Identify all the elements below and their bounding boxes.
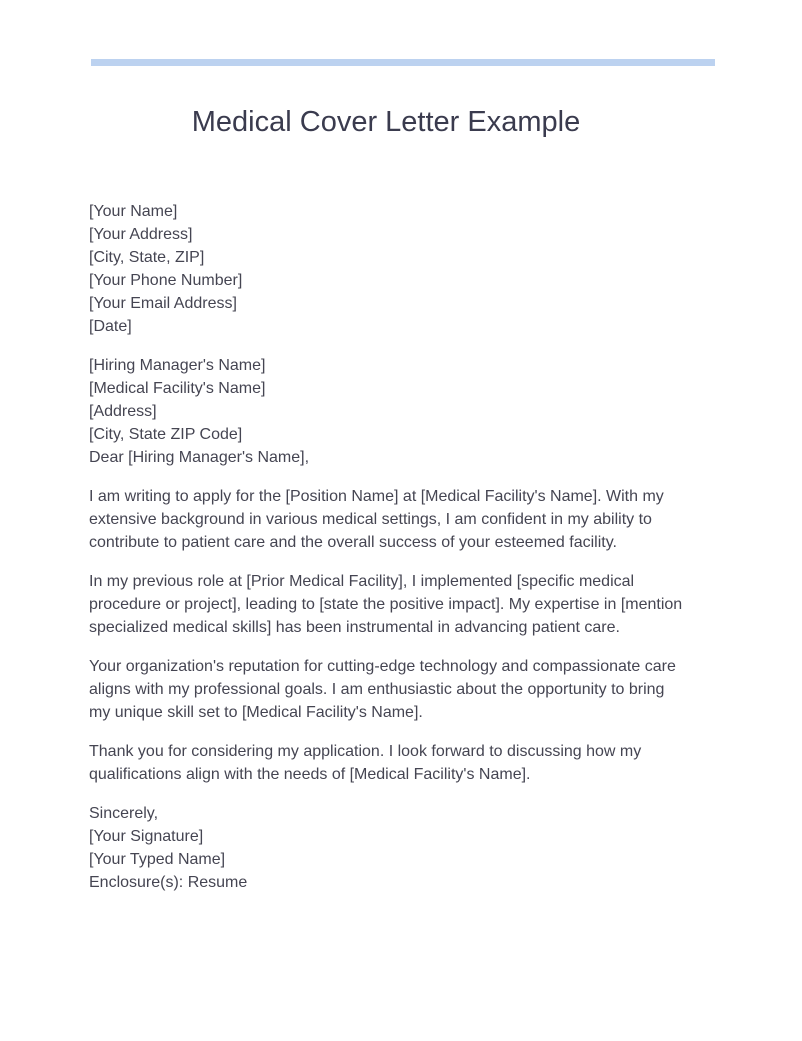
closing-typed-name: [Your Typed Name]	[89, 851, 226, 868]
sender-phone: [Your Phone Number]	[89, 272, 243, 289]
body-paragraph-thanks	[89, 740, 699, 786]
paragraph-line: my unique skill set to [Medical Facility's Name].	[89, 704, 423, 721]
body-paragraph-experience	[89, 570, 699, 639]
header-accent-rule	[91, 59, 715, 66]
closing-enclosure: Enclosure(s): Resume	[89, 874, 248, 891]
paragraph-line: procedure or project], leading to [state the positive impact]. My expertise in [mention	[89, 596, 683, 613]
recipient-address-block	[89, 354, 699, 469]
paragraph-line: Your organization's reputation for cutting-edge technology and compassionate care	[89, 658, 676, 675]
closing-block	[89, 802, 699, 894]
recipient-city-state-zip: [City, State ZIP Code]	[89, 426, 243, 443]
recipient-facility: [Medical Facility's Name]	[89, 380, 266, 397]
document-title: Medical Cover Letter Example	[191, 106, 581, 138]
sender-name: [Your Name]	[89, 203, 178, 220]
letter-date: [Date]	[89, 318, 132, 335]
paragraph-line: I am writing to apply for the [Position Name] at [Medical Facility's Name]. With my	[89, 488, 664, 505]
sender-address: [Your Address]	[89, 226, 193, 243]
letter-body	[89, 200, 699, 910]
paragraph-line: In my previous role at [Prior Medical Facility], I implemented [specific medical	[89, 573, 635, 590]
paragraph-line: specialized medical skills] has been instrumental in advancing patient care.	[89, 619, 620, 636]
body-paragraph-motivation	[89, 655, 699, 724]
closing-signature: [Your Signature]	[89, 828, 204, 845]
paragraph-line: extensive background in various medical settings, I am confident in my ability to	[89, 511, 652, 528]
paragraph-line: contribute to patient care and the overall success of your esteemed facility.	[89, 534, 617, 551]
recipient-address: [Address]	[89, 403, 157, 420]
recipient-name: [Hiring Manager's Name]	[89, 357, 266, 374]
paragraph-line: qualifications align with the needs of [Medical Facility's Name].	[89, 766, 531, 783]
closing-valediction: Sincerely,	[89, 805, 159, 822]
paragraph-line: Thank you for considering my application. I look forward to discussing how my	[89, 743, 642, 760]
salutation: Dear [Hiring Manager's Name],	[89, 449, 310, 466]
sender-email: [Your Email Address]	[89, 295, 237, 312]
body-paragraph-intro	[89, 485, 699, 554]
sender-city-state-zip: [City, State, ZIP]	[89, 249, 205, 266]
paragraph-line: aligns with my professional goals. I am enthusiastic about the opportunity to bring	[89, 681, 665, 698]
sender-address-block	[89, 200, 699, 338]
